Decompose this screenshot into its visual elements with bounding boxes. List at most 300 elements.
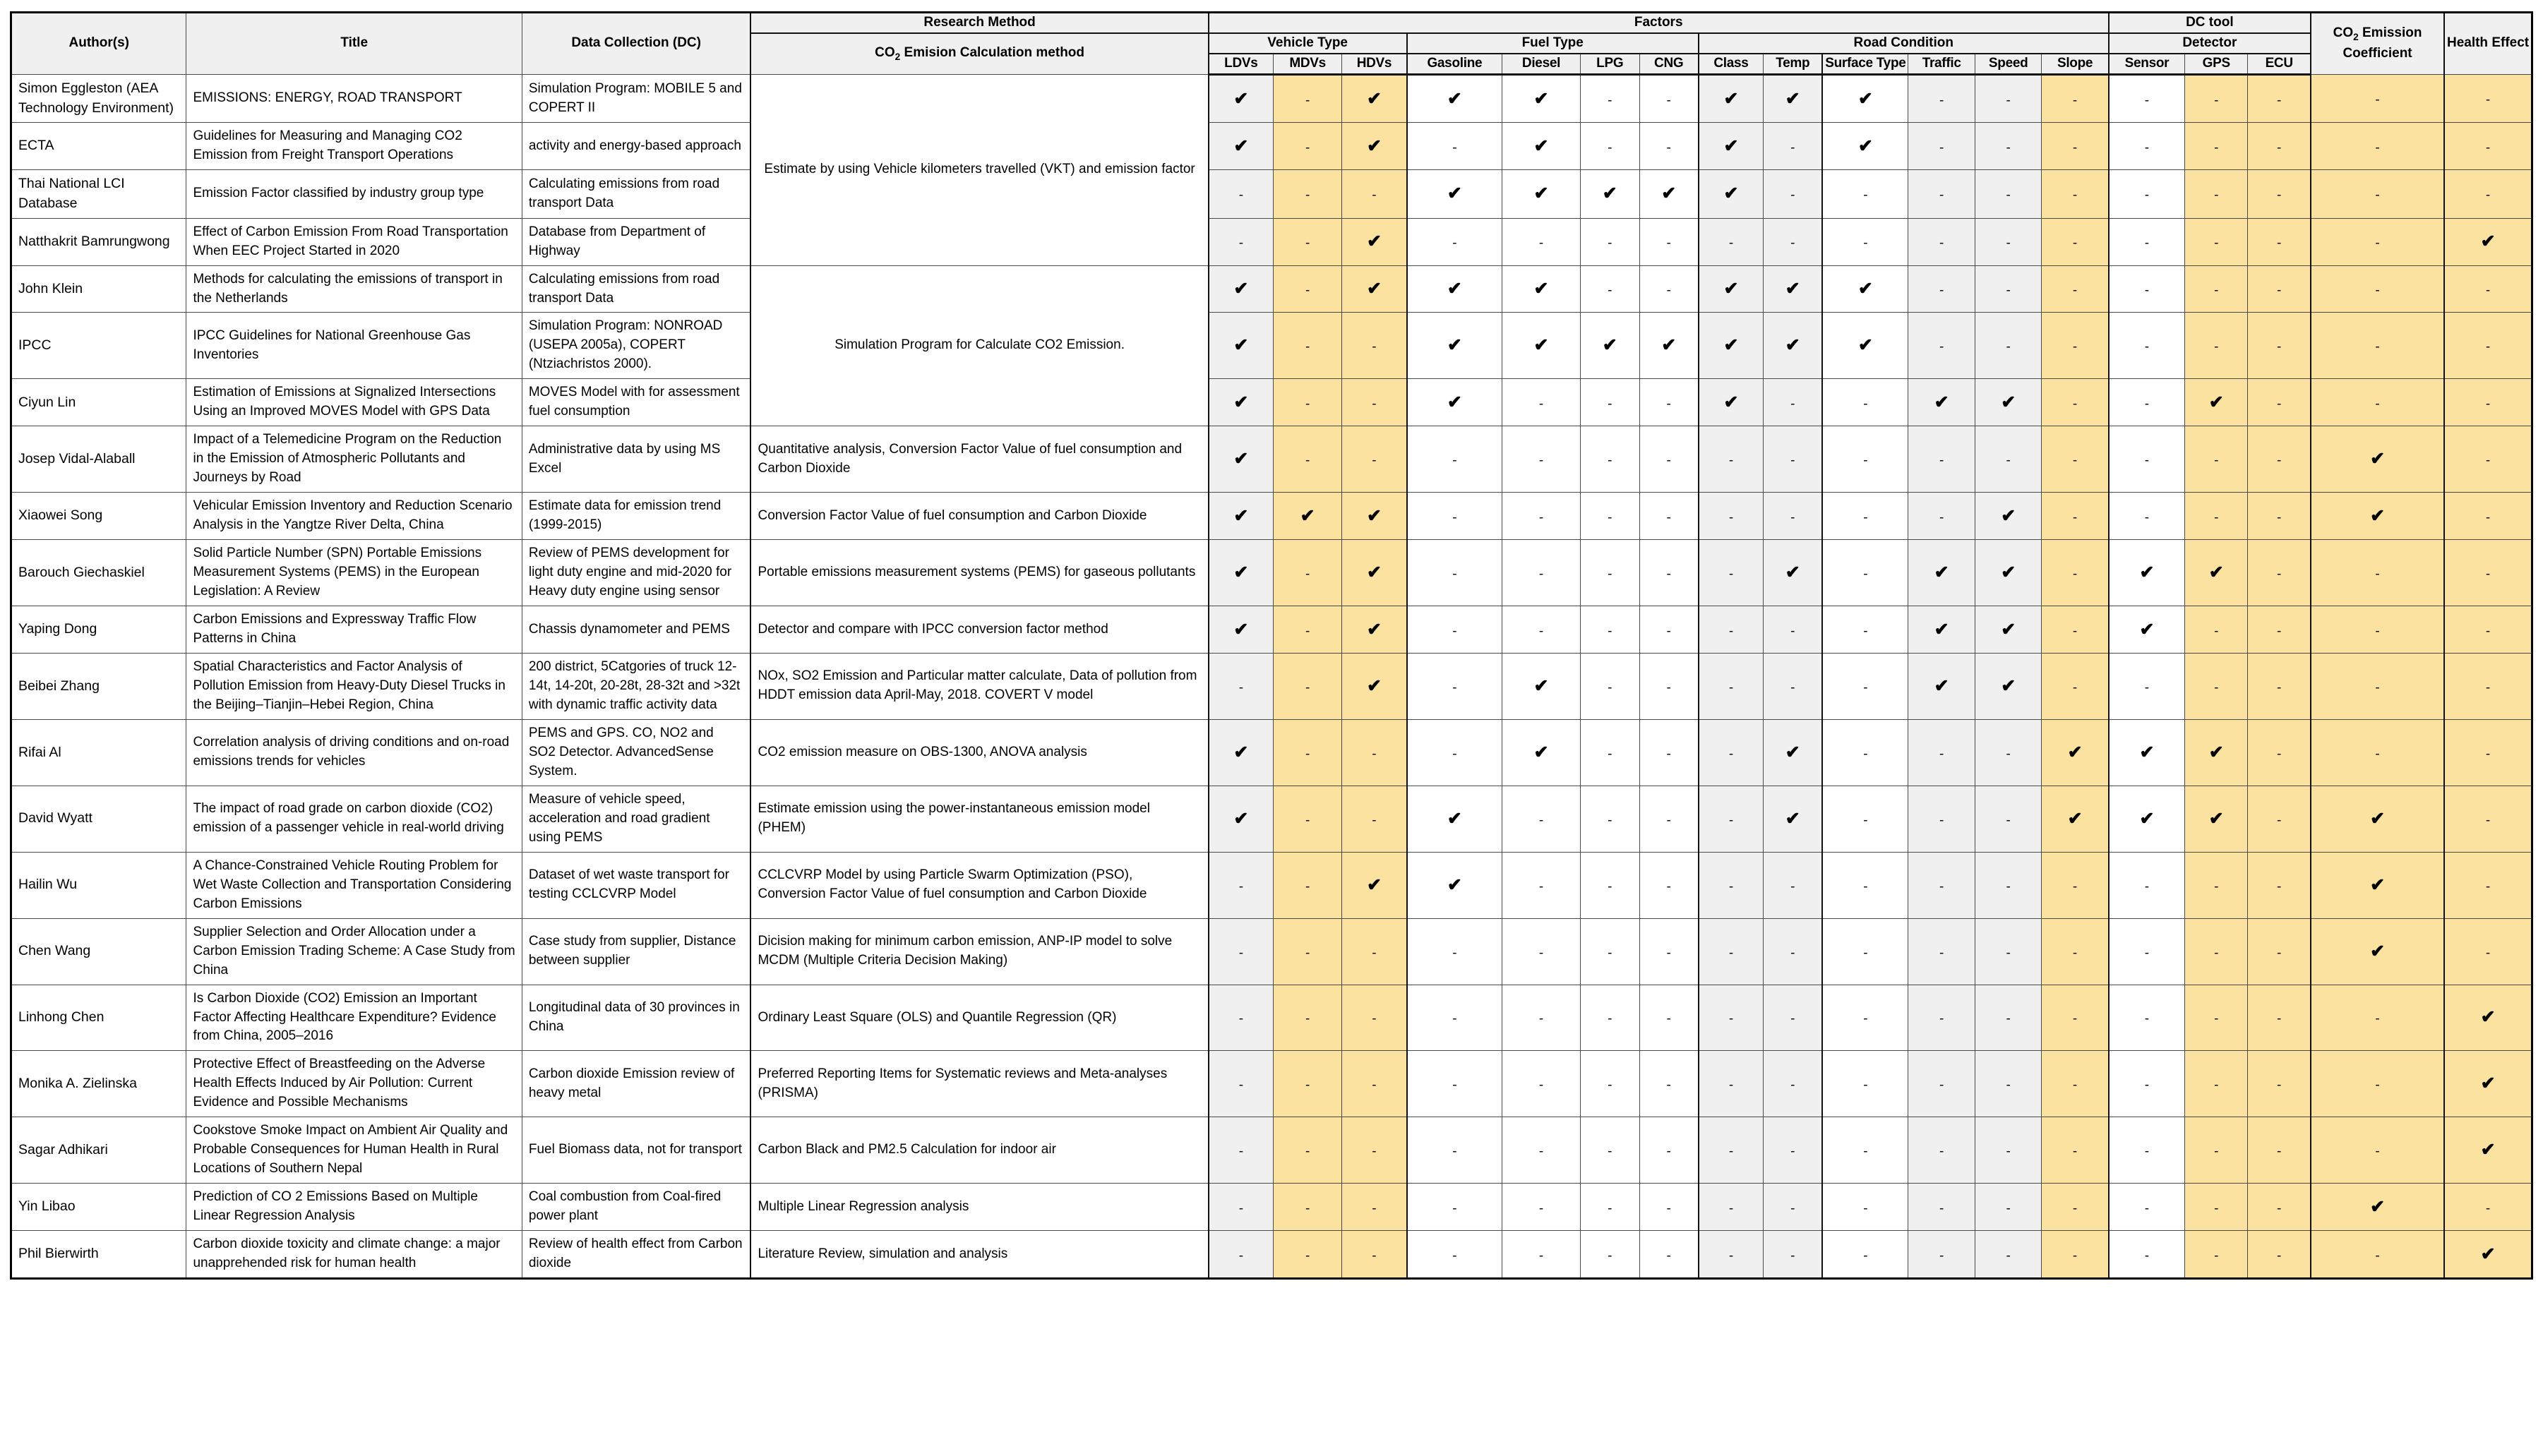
cell-title: Prediction of CO 2 Emissions Based on Multiple Linear Regression Analysis — [186, 1184, 522, 1231]
col-co2-method: $CO_2$ Emision Calculation method — [750, 33, 1208, 74]
cell-cng: ✔ — [1639, 170, 1699, 218]
cell-traffic: - — [1908, 74, 1975, 122]
cell-author: Phil Bierwirth — [11, 1231, 186, 1279]
cell-co2-method: Estimate emission using the power-instantaneous emission model (PHEM) — [750, 786, 1208, 852]
cell-title: Solid Particle Number (SPN) Portable Emissions Measurement Systems (PEMS) in the European Legislation: A Review — [186, 540, 522, 606]
cell-author: IPCC — [11, 313, 186, 379]
cell-class: - — [1699, 540, 1764, 606]
cell-gasoline: ✔ — [1407, 379, 1502, 426]
cell-lpg: - — [1580, 218, 1639, 265]
cell-gps: - — [2185, 218, 2248, 265]
cell-lpg: - — [1580, 1117, 1639, 1184]
cell-cng: - — [1639, 540, 1699, 606]
cell-traffic: - — [1908, 1184, 1975, 1231]
cell-gasoline: - — [1407, 719, 1502, 786]
cell-speed: ✔ — [1975, 493, 2042, 540]
cell-class: ✔ — [1699, 379, 1764, 426]
cell-gps: - — [2185, 123, 2248, 170]
cell-slope: - — [2042, 654, 2109, 720]
cell-hdvs: - — [1342, 379, 1407, 426]
cell-sensor: - — [2109, 265, 2185, 313]
cell-speed: - — [1975, 852, 2042, 918]
cell-health-effect: - — [2444, 493, 2532, 540]
cell-class: ✔ — [1699, 313, 1764, 379]
cell-temp: ✔ — [1764, 719, 1823, 786]
cell-surface-type: - — [1822, 1051, 1908, 1117]
cell-cng: ✔ — [1639, 313, 1699, 379]
cell-diesel: ✔ — [1502, 313, 1581, 379]
cell-speed: - — [1975, 1051, 2042, 1117]
cell-co2-method: Conversion Factor Value of fuel consumption and Carbon Dioxide — [750, 493, 1208, 540]
cell-co2-method: Multiple Linear Regression analysis — [750, 1184, 1208, 1231]
cell-diesel: - — [1502, 918, 1581, 985]
col-slope: Slope — [2042, 54, 2109, 74]
cell-data-collection: Fuel Biomass data, not for transport — [522, 1117, 750, 1184]
table-row — [11, 654, 2532, 720]
cell-gps: - — [2185, 606, 2248, 654]
cell-sensor: - — [2109, 1117, 2185, 1184]
cell-class: - — [1699, 1051, 1764, 1117]
cell-gasoline: ✔ — [1407, 170, 1502, 218]
table-row — [11, 74, 2532, 122]
cell-co2-coefficient: - — [2311, 313, 2444, 379]
cell-cng: - — [1639, 1231, 1699, 1279]
cell-author: Ciyun Lin — [11, 379, 186, 426]
cell-health-effect: - — [2444, 379, 2532, 426]
cell-cng: - — [1639, 493, 1699, 540]
cell-slope: - — [2042, 1231, 2109, 1279]
cell-ecu: - — [2248, 218, 2311, 265]
cell-speed: - — [1975, 1184, 2042, 1231]
table-row — [11, 606, 2532, 654]
cell-ecu: - — [2248, 719, 2311, 786]
col-surface-type: Surface Type — [1822, 54, 1908, 74]
cell-temp: - — [1764, 170, 1823, 218]
cell-traffic: - — [1908, 313, 1975, 379]
cell-gasoline: - — [1407, 1231, 1502, 1279]
cell-co2-coefficient: - — [2311, 540, 2444, 606]
cell-title: Correlation analysis of driving conditions and on-road emissions trends for vehicles — [186, 719, 522, 786]
cell-co2-method: Detector and compare with IPCC conversion factor method — [750, 606, 1208, 654]
cell-sensor: ✔ — [2109, 540, 2185, 606]
cell-lpg: ✔ — [1580, 170, 1639, 218]
cell-temp: - — [1764, 606, 1823, 654]
cell-co2-coefficient: - — [2311, 265, 2444, 313]
cell-health-effect: - — [2444, 654, 2532, 720]
cell-traffic: - — [1908, 123, 1975, 170]
cell-author: David Wyatt — [11, 786, 186, 852]
cell-temp: - — [1764, 985, 1823, 1051]
cell-speed: - — [1975, 74, 2042, 122]
cell-data-collection: Review of health effect from Carbon dioxide — [522, 1231, 750, 1279]
table-row — [11, 170, 2532, 218]
cell-diesel: - — [1502, 1231, 1581, 1279]
col-diesel: Diesel — [1502, 54, 1581, 74]
cell-cng: - — [1639, 786, 1699, 852]
cell-hdvs: - — [1342, 1184, 1407, 1231]
cell-surface-type: - — [1822, 1231, 1908, 1279]
cell-hdvs: - — [1342, 786, 1407, 852]
cell-class: - — [1699, 786, 1764, 852]
cell-surface-type: - — [1822, 918, 1908, 985]
cell-ldvs: - — [1209, 1184, 1274, 1231]
cell-title: IPCC Guidelines for National Greenhouse Gas Inventories — [186, 313, 522, 379]
grp-road-condition: Road Condition — [1699, 33, 2109, 54]
cell-lpg: - — [1580, 379, 1639, 426]
cell-health-effect: ✔ — [2444, 1231, 2532, 1279]
cell-class: - — [1699, 218, 1764, 265]
cell-author: Xiaowei Song — [11, 493, 186, 540]
cell-health-effect: - — [2444, 852, 2532, 918]
cell-surface-type: - — [1822, 852, 1908, 918]
cell-gps: ✔ — [2185, 719, 2248, 786]
cell-ldvs: - — [1209, 218, 1274, 265]
cell-gps: - — [2185, 493, 2248, 540]
cell-hdvs: ✔ — [1342, 74, 1407, 122]
cell-speed: - — [1975, 218, 2042, 265]
table-row — [11, 918, 2532, 985]
cell-gasoline: - — [1407, 123, 1502, 170]
cell-mdvs: - — [1274, 719, 1342, 786]
cell-class: - — [1699, 426, 1764, 493]
cell-traffic: - — [1908, 265, 1975, 313]
cell-mdvs: - — [1274, 1231, 1342, 1279]
cell-surface-type: - — [1822, 1117, 1908, 1184]
cell-co2-coefficient: - — [2311, 74, 2444, 122]
cell-sensor: - — [2109, 654, 2185, 720]
cell-temp: ✔ — [1764, 74, 1823, 122]
cell-ldvs: - — [1209, 1117, 1274, 1184]
cell-class: - — [1699, 493, 1764, 540]
col-cng: CNG — [1639, 54, 1699, 74]
cell-health-effect: - — [2444, 313, 2532, 379]
cell-gasoline: - — [1407, 1117, 1502, 1184]
cell-mdvs: - — [1274, 74, 1342, 122]
cell-author: Chen Wang — [11, 918, 186, 985]
cell-mdvs: - — [1274, 1117, 1342, 1184]
cell-ldvs: ✔ — [1209, 123, 1274, 170]
cell-lpg: - — [1580, 493, 1639, 540]
cell-slope: ✔ — [2042, 719, 2109, 786]
cell-health-effect: - — [2444, 123, 2532, 170]
cell-gps: - — [2185, 1184, 2248, 1231]
cell-gps: ✔ — [2185, 540, 2248, 606]
cell-slope: - — [2042, 1051, 2109, 1117]
cell-author: Josep Vidal-Alaball — [11, 426, 186, 493]
cell-slope: - — [2042, 852, 2109, 918]
cell-cng: - — [1639, 1184, 1699, 1231]
cell-co2-coefficient: ✔ — [2311, 852, 2444, 918]
cell-diesel: ✔ — [1502, 654, 1581, 720]
cell-gps: - — [2185, 74, 2248, 122]
cell-co2-coefficient: ✔ — [2311, 786, 2444, 852]
cell-hdvs: - — [1342, 170, 1407, 218]
col-health-effect: Health Effect — [2444, 13, 2532, 75]
cell-surface-type: - — [1822, 170, 1908, 218]
cell-title: Estimation of Emissions at Signalized Intersections Using an Improved MOVES Model with GPS Data — [186, 379, 522, 426]
cell-temp: - — [1764, 218, 1823, 265]
cell-mdvs: - — [1274, 218, 1342, 265]
cell-ecu: - — [2248, 786, 2311, 852]
cell-speed: - — [1975, 426, 2042, 493]
cell-lpg: - — [1580, 265, 1639, 313]
cell-health-effect: ✔ — [2444, 218, 2532, 265]
cell-cng: - — [1639, 1051, 1699, 1117]
cell-title: Effect of Carbon Emission From Road Transportation When EEC Project Started in 2020 — [186, 218, 522, 265]
cell-title: Carbon Emissions and Expressway Traffic Flow Patterns in China — [186, 606, 522, 654]
cell-surface-type: - — [1822, 493, 1908, 540]
cell-slope: ✔ — [2042, 786, 2109, 852]
cell-cng: - — [1639, 123, 1699, 170]
cell-data-collection: Measure of vehicle speed, acceleration and road gradient using PEMS — [522, 786, 750, 852]
cell-co2-coefficient: - — [2311, 170, 2444, 218]
cell-sensor: - — [2109, 493, 2185, 540]
cell-health-effect: ✔ — [2444, 1051, 2532, 1117]
cell-lpg: - — [1580, 426, 1639, 493]
cell-traffic: - — [1908, 493, 1975, 540]
cell-gasoline: ✔ — [1407, 74, 1502, 122]
cell-health-effect: - — [2444, 74, 2532, 122]
cell-cng: - — [1639, 74, 1699, 122]
cell-sensor: - — [2109, 1231, 2185, 1279]
cell-health-effect: ✔ — [2444, 1117, 2532, 1184]
cell-co2-coefficient: - — [2311, 1231, 2444, 1279]
cell-author: ECTA — [11, 123, 186, 170]
cell-sensor: - — [2109, 1051, 2185, 1117]
cell-surface-type: ✔ — [1822, 313, 1908, 379]
cell-diesel: - — [1502, 540, 1581, 606]
cell-diesel: ✔ — [1502, 719, 1581, 786]
cell-author: Sagar Adhikari — [11, 1117, 186, 1184]
cell-lpg: - — [1580, 1051, 1639, 1117]
cell-gasoline: ✔ — [1407, 265, 1502, 313]
cell-traffic: - — [1908, 786, 1975, 852]
cell-class: - — [1699, 719, 1764, 786]
cell-traffic: ✔ — [1908, 606, 1975, 654]
cell-temp: ✔ — [1764, 313, 1823, 379]
cell-co2-method: Estimate by using Vehicle kilometers travelled (VKT) and emission factor — [750, 74, 1208, 265]
cell-data-collection: 200 district, 5Catgories of truck 12-14t, 14-20t, 20-28t, 28-32t and >32t with dynamic traffic activity data — [522, 654, 750, 720]
cell-hdvs: - — [1342, 985, 1407, 1051]
cell-co2-method: Preferred Reporting Items for Systematic reviews and Meta-analyses (PRISMA) — [750, 1051, 1208, 1117]
cell-hdvs: ✔ — [1342, 218, 1407, 265]
cell-mdvs: - — [1274, 123, 1342, 170]
cell-sensor: - — [2109, 918, 2185, 985]
cell-speed: - — [1975, 1231, 2042, 1279]
cell-diesel: - — [1502, 1051, 1581, 1117]
cell-traffic: - — [1908, 918, 1975, 985]
cell-gps: - — [2185, 170, 2248, 218]
cell-co2-coefficient: ✔ — [2311, 493, 2444, 540]
cell-lpg: - — [1580, 719, 1639, 786]
cell-speed: - — [1975, 985, 2042, 1051]
cell-slope: - — [2042, 379, 2109, 426]
cell-mdvs: - — [1274, 313, 1342, 379]
cell-cng: - — [1639, 606, 1699, 654]
cell-data-collection: PEMS and GPS. CO, NO2 and SO2 Detector. AdvancedSense System. — [522, 719, 750, 786]
cell-surface-type: - — [1822, 654, 1908, 720]
cell-surface-type: - — [1822, 379, 1908, 426]
cell-data-collection: Estimate data for emission trend (1999-2015) — [522, 493, 750, 540]
cell-data-collection: Database from Department of Highway — [522, 218, 750, 265]
table-row — [11, 426, 2532, 493]
col-ldvs: LDVs — [1209, 54, 1274, 74]
cell-speed: - — [1975, 786, 2042, 852]
cell-gps: ✔ — [2185, 786, 2248, 852]
cell-author: Yin Libao — [11, 1184, 186, 1231]
cell-class: - — [1699, 852, 1764, 918]
cell-hdvs: - — [1342, 426, 1407, 493]
cell-speed: ✔ — [1975, 540, 2042, 606]
cell-surface-type: ✔ — [1822, 265, 1908, 313]
cell-temp: - — [1764, 123, 1823, 170]
cell-lpg: - — [1580, 985, 1639, 1051]
cell-lpg: - — [1580, 1184, 1639, 1231]
cell-mdvs: - — [1274, 540, 1342, 606]
table-row — [11, 540, 2532, 606]
cell-hdvs: ✔ — [1342, 852, 1407, 918]
cell-mdvs: - — [1274, 606, 1342, 654]
cell-co2-coefficient: - — [2311, 123, 2444, 170]
cell-cng: - — [1639, 654, 1699, 720]
cell-ecu: - — [2248, 74, 2311, 122]
cell-diesel: ✔ — [1502, 74, 1581, 122]
cell-title: Cookstove Smoke Impact on Ambient Air Quality and Probable Consequences for Human Health in Rural Locations of Southern Nepal — [186, 1117, 522, 1184]
cell-data-collection: Coal combustion from Coal-fired power plant — [522, 1184, 750, 1231]
cell-data-collection: Administrative data by using MS Excel — [522, 426, 750, 493]
cell-class: - — [1699, 1184, 1764, 1231]
cell-sensor: ✔ — [2109, 606, 2185, 654]
table-row — [11, 1117, 2532, 1184]
cell-temp: - — [1764, 1051, 1823, 1117]
cell-co2-coefficient: - — [2311, 1117, 2444, 1184]
cell-speed: ✔ — [1975, 654, 2042, 720]
cell-ldvs: - — [1209, 918, 1274, 985]
col-gasoline: Gasoline — [1407, 54, 1502, 74]
cell-ldvs: - — [1209, 1231, 1274, 1279]
cell-ldvs: - — [1209, 852, 1274, 918]
cell-data-collection: Longitudinal data of 30 provinces in China — [522, 985, 750, 1051]
cell-title: Vehicular Emission Inventory and Reduction Scenario Analysis in the Yangtze River Delta, China — [186, 493, 522, 540]
cell-ecu: - — [2248, 379, 2311, 426]
cell-mdvs: - — [1274, 426, 1342, 493]
cell-speed: ✔ — [1975, 379, 2042, 426]
cell-ecu: - — [2248, 123, 2311, 170]
table-row — [11, 786, 2532, 852]
cell-title: Impact of a Telemedicine Program on the Reduction in the Emission of Atmospheric Pollutants and Journeys by Road — [186, 426, 522, 493]
cell-class: ✔ — [1699, 170, 1764, 218]
cell-class: - — [1699, 1231, 1764, 1279]
cell-diesel: - — [1502, 218, 1581, 265]
cell-author: Simon Eggleston (AEA Technology Environment) — [11, 74, 186, 122]
cell-class: - — [1699, 606, 1764, 654]
table-row — [11, 1184, 2532, 1231]
cell-traffic: ✔ — [1908, 379, 1975, 426]
table-row — [11, 265, 2532, 313]
cell-ecu: - — [2248, 426, 2311, 493]
cell-ldvs: ✔ — [1209, 786, 1274, 852]
cell-title: Methods for calculating the emissions of transport in the Netherlands — [186, 265, 522, 313]
cell-health-effect: ✔ — [2444, 985, 2532, 1051]
table-body — [11, 74, 2532, 1278]
table-row — [11, 218, 2532, 265]
cell-mdvs: - — [1274, 265, 1342, 313]
cell-ldvs: - — [1209, 1051, 1274, 1117]
cell-traffic: - — [1908, 985, 1975, 1051]
cell-health-effect: - — [2444, 786, 2532, 852]
cell-author: Hailin Wu — [11, 852, 186, 918]
cell-surface-type: ✔ — [1822, 74, 1908, 122]
cell-mdvs: - — [1274, 985, 1342, 1051]
cell-mdvs: - — [1274, 654, 1342, 720]
col-sensor: Sensor — [2109, 54, 2185, 74]
cell-author: Thai National LCI Database — [11, 170, 186, 218]
cell-health-effect: - — [2444, 606, 2532, 654]
cell-slope: - — [2042, 606, 2109, 654]
cell-surface-type: - — [1822, 606, 1908, 654]
cell-ldvs: ✔ — [1209, 719, 1274, 786]
cell-slope: - — [2042, 1117, 2109, 1184]
cell-class: ✔ — [1699, 265, 1764, 313]
cell-diesel: - — [1502, 379, 1581, 426]
cell-gasoline: - — [1407, 1051, 1502, 1117]
cell-co2-coefficient: - — [2311, 218, 2444, 265]
cell-surface-type: - — [1822, 719, 1908, 786]
cell-lpg: - — [1580, 1231, 1639, 1279]
cell-ecu: - — [2248, 1051, 2311, 1117]
cell-cng: - — [1639, 1117, 1699, 1184]
cell-temp: ✔ — [1764, 786, 1823, 852]
cell-ecu: - — [2248, 170, 2311, 218]
cell-gasoline: - — [1407, 985, 1502, 1051]
cell-data-collection: Simulation Program: MOBILE 5 and COPERT II — [522, 74, 750, 122]
cell-author: Barouch Giechaskiel — [11, 540, 186, 606]
cell-class: - — [1699, 1117, 1764, 1184]
cell-co2-coefficient: ✔ — [2311, 918, 2444, 985]
cell-gps: ✔ — [2185, 379, 2248, 426]
cell-gasoline: - — [1407, 1184, 1502, 1231]
cell-co2-coefficient: - — [2311, 719, 2444, 786]
cell-data-collection: Carbon dioxide Emission review of heavy metal — [522, 1051, 750, 1117]
cell-ldvs: - — [1209, 985, 1274, 1051]
cell-hdvs: - — [1342, 1231, 1407, 1279]
col-research-method: Research Method — [750, 13, 1208, 33]
cell-speed: - — [1975, 1117, 2042, 1184]
cell-ecu: - — [2248, 985, 2311, 1051]
cell-temp: - — [1764, 379, 1823, 426]
cell-ldvs: ✔ — [1209, 313, 1274, 379]
cell-data-collection: Dataset of wet waste transport for testing CCLCVRP Model — [522, 852, 750, 918]
cell-co2-method: CCLCVRP Model by using Particle Swarm Optimization (PSO), Conversion Factor Value of fuel consumption and Carbon Dioxide — [750, 852, 1208, 918]
cell-temp: - — [1764, 1184, 1823, 1231]
cell-health-effect: - — [2444, 540, 2532, 606]
cell-hdvs: ✔ — [1342, 654, 1407, 720]
cell-gps: - — [2185, 918, 2248, 985]
cell-ecu: - — [2248, 606, 2311, 654]
cell-class: - — [1699, 985, 1764, 1051]
cell-slope: - — [2042, 426, 2109, 493]
cell-gasoline: ✔ — [1407, 852, 1502, 918]
cell-co2-method: Quantitative analysis, Conversion Factor Value of fuel consumption and Carbon Dioxide — [750, 426, 1208, 493]
cell-temp: - — [1764, 852, 1823, 918]
cell-co2-coefficient: - — [2311, 985, 2444, 1051]
cell-co2-coefficient: ✔ — [2311, 426, 2444, 493]
cell-class: - — [1699, 918, 1764, 985]
cell-co2-coefficient: - — [2311, 606, 2444, 654]
cell-sensor: - — [2109, 218, 2185, 265]
cell-lpg: - — [1580, 654, 1639, 720]
cell-cng: - — [1639, 719, 1699, 786]
